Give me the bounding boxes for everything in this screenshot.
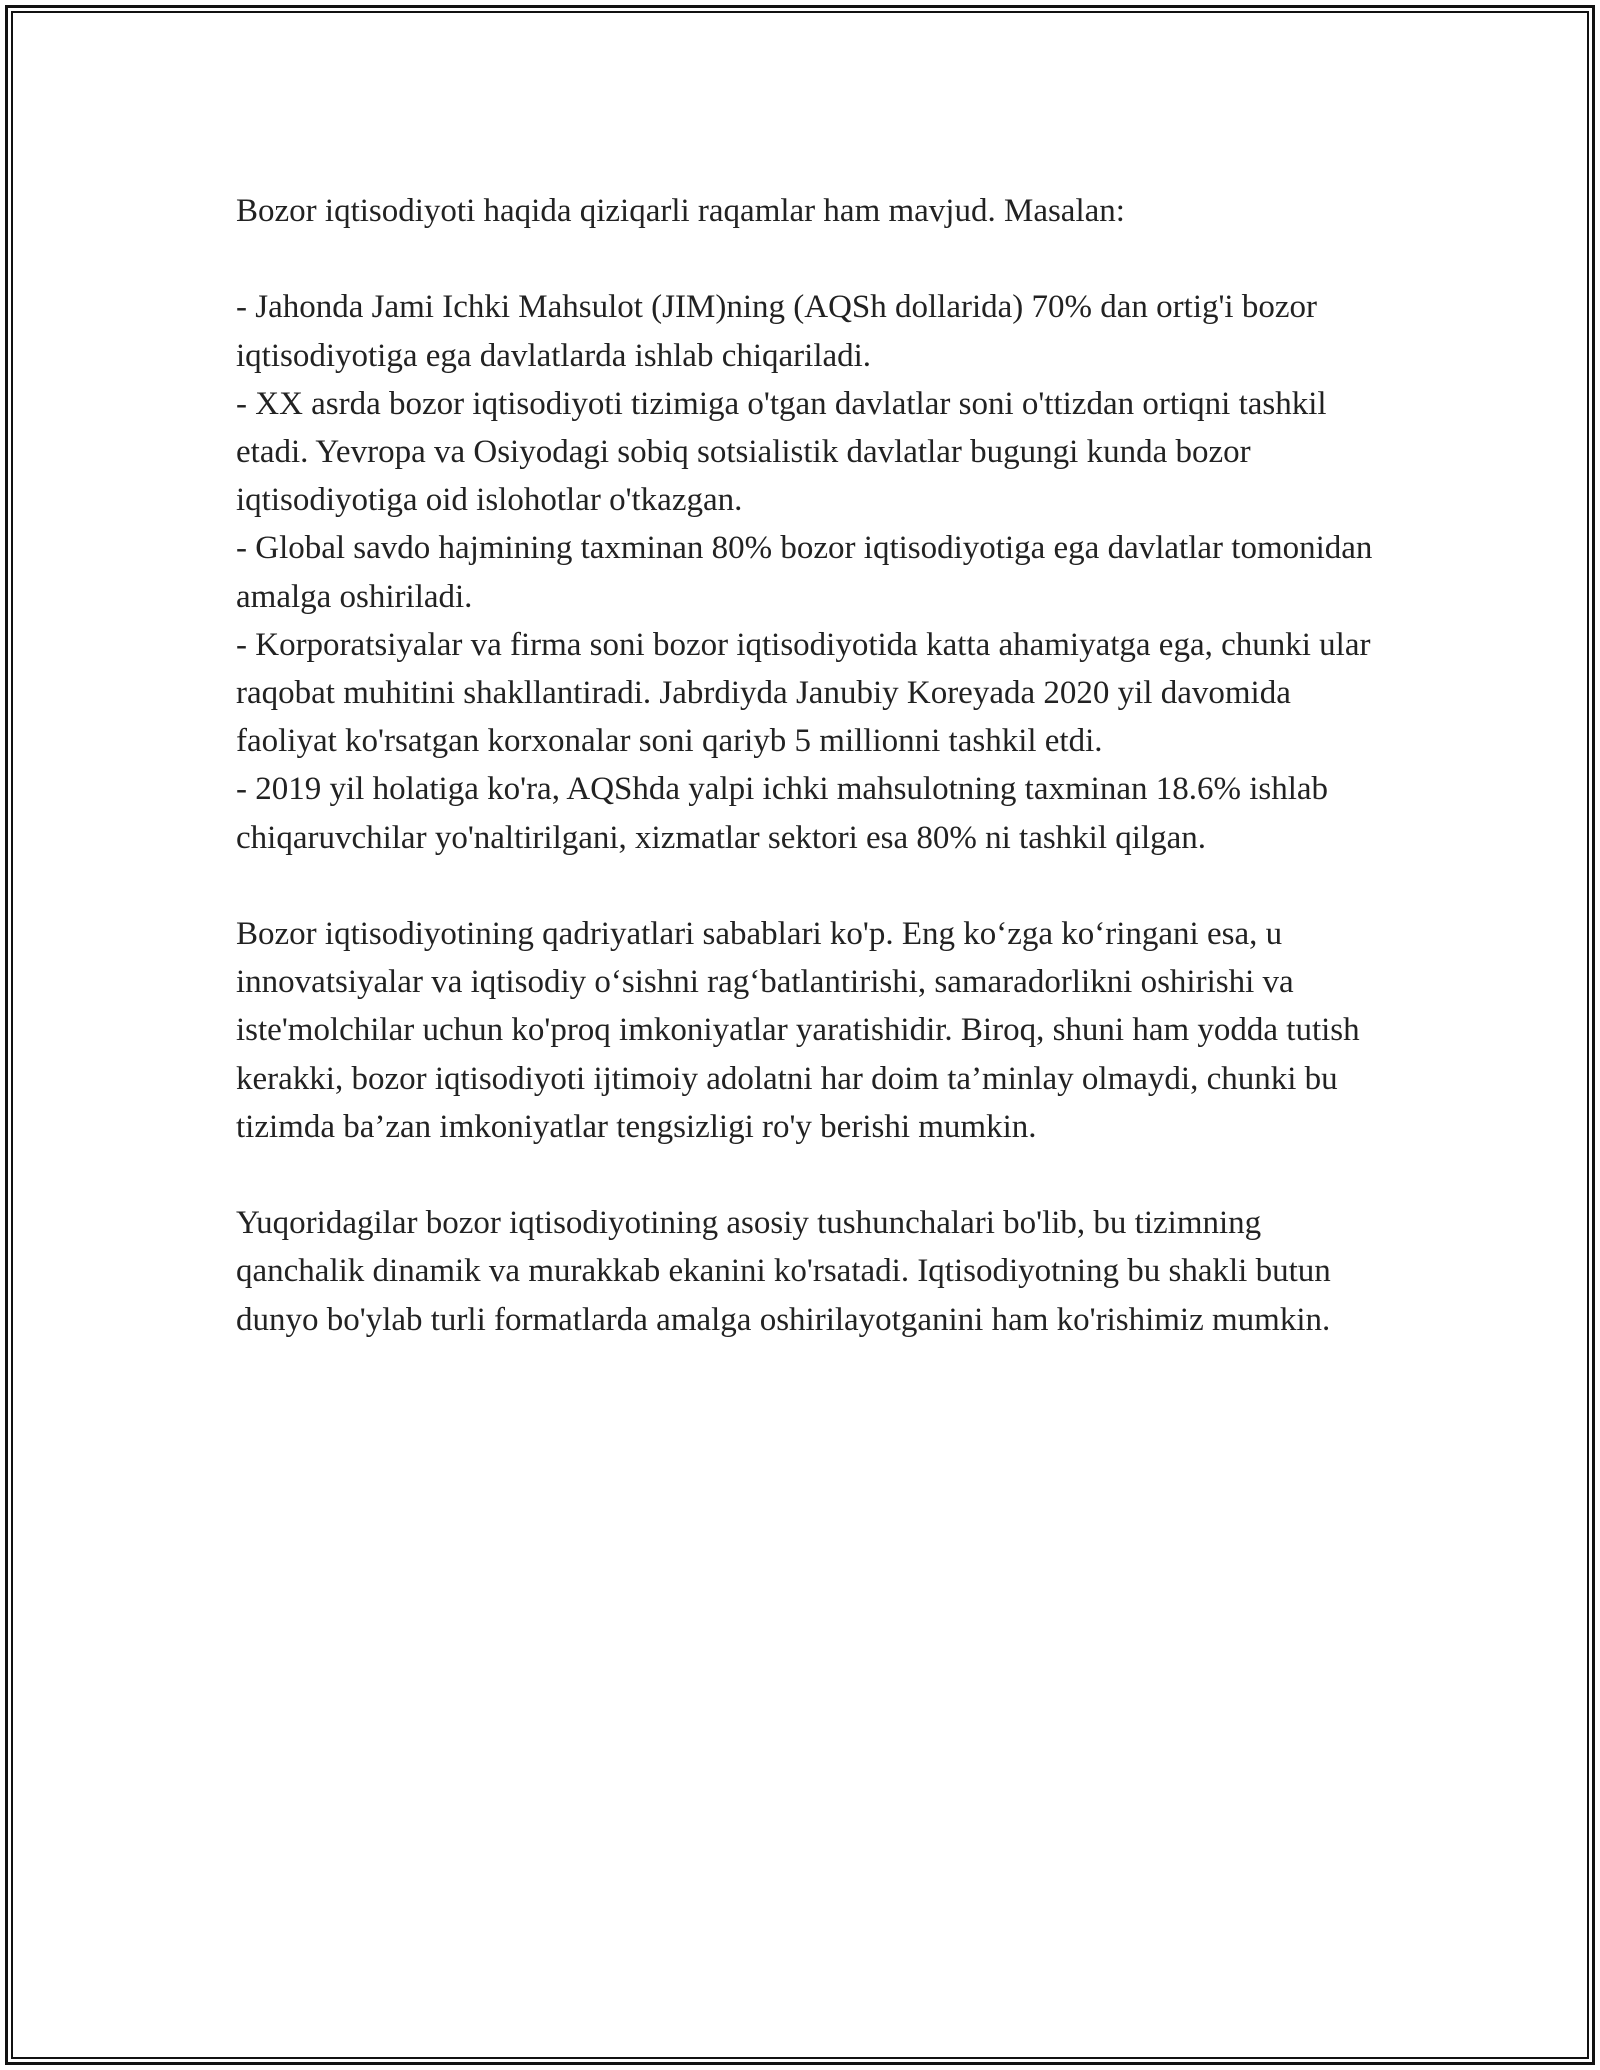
paragraph-spacer — [236, 862, 1376, 910]
paragraph-spacer — [236, 1151, 1376, 1199]
intro-paragraph: Bozor iqtisodiyoti haqida qiziqarli raqamlar ham mavjud. Masalan: — [236, 193, 1125, 229]
values-paragraph: Bozor iqtisodiyotining qadriyatlari sabablari ko'p. Eng ko‘zga ko‘ringani esa, u innovatsiyalar va iqtisodiy o‘sishni rag‘batlantirishi, samaradorlikni oshirishi va iste'molchilar uchun ko'proq imkoniyatlar yaratishidir. Biroq, shuni ham yodda tutish kerakki, bozor iqtisodiyoti ijtimoiy adolatni har doim ta’minlay olmaydi, chunki bu tizimda ba’zan imkoniyatlar tengsizligi ro'y berishi mumkin. — [236, 916, 1360, 1145]
fact-item: - 2019 yil holatiga ko'ra, AQShda yalpi ichki mahsulotning taxminan 18.6% ishlab chiqaruvchilar yo'naltirilgani, xizmatlar sektori esa 80% ni tashkil qilgan. — [236, 771, 1329, 856]
document-body — [236, 187, 1376, 1344]
fact-item: - Jahonda Jami Ichki Mahsulot (JIM)ning (AQSh dollarida) 70% dan ortig'i bozor iqtisodiyotiga ega davlatlarda ishlab chiqariladi. — [236, 289, 1317, 374]
fact-item: - Korporatsiyalar va firma soni bozor iqtisodiyotida katta ahamiyatga ega, chunki ular raqobat muhitini shakllantiradi. Jabrdiyda Janubiy Koreyada 2020 yil davomida faoliyat ko'rsatgan korxonalar soni qariyb 5 millionni tashkil etdi. — [236, 626, 1371, 760]
conclusion-paragraph: Yuqoridagilar bozor iqtisodiyotining asosiy tushunchalari bo'lib, bu tizimning qanchalik dinamik va murakkab ekanini ko'rsatadi. Iqtisodiyotning bu shakli butun dunyo bo'ylab turli formatlarda amalga oshirilayotganini ham ko'rishimiz mumkin. — [236, 1205, 1331, 1338]
paragraph-spacer — [236, 235, 1376, 283]
fact-item: - Global savdo hajmining taxminan 80% bozor iqtisodiyotiga ega davlatlar tomonidan amalga oshiriladi. — [236, 530, 1373, 615]
fact-item: - XX asrda bozor iqtisodiyoti tizimiga o'tgan davlatlar soni o'ttizdan ortiqni tashkil etadi. Yevropa va Osiyodagi sobiq sotsialistik davlatlar bugungi kunda bozor iqtisodiyotiga oid islohotlar o'tkazgan. — [236, 385, 1327, 519]
